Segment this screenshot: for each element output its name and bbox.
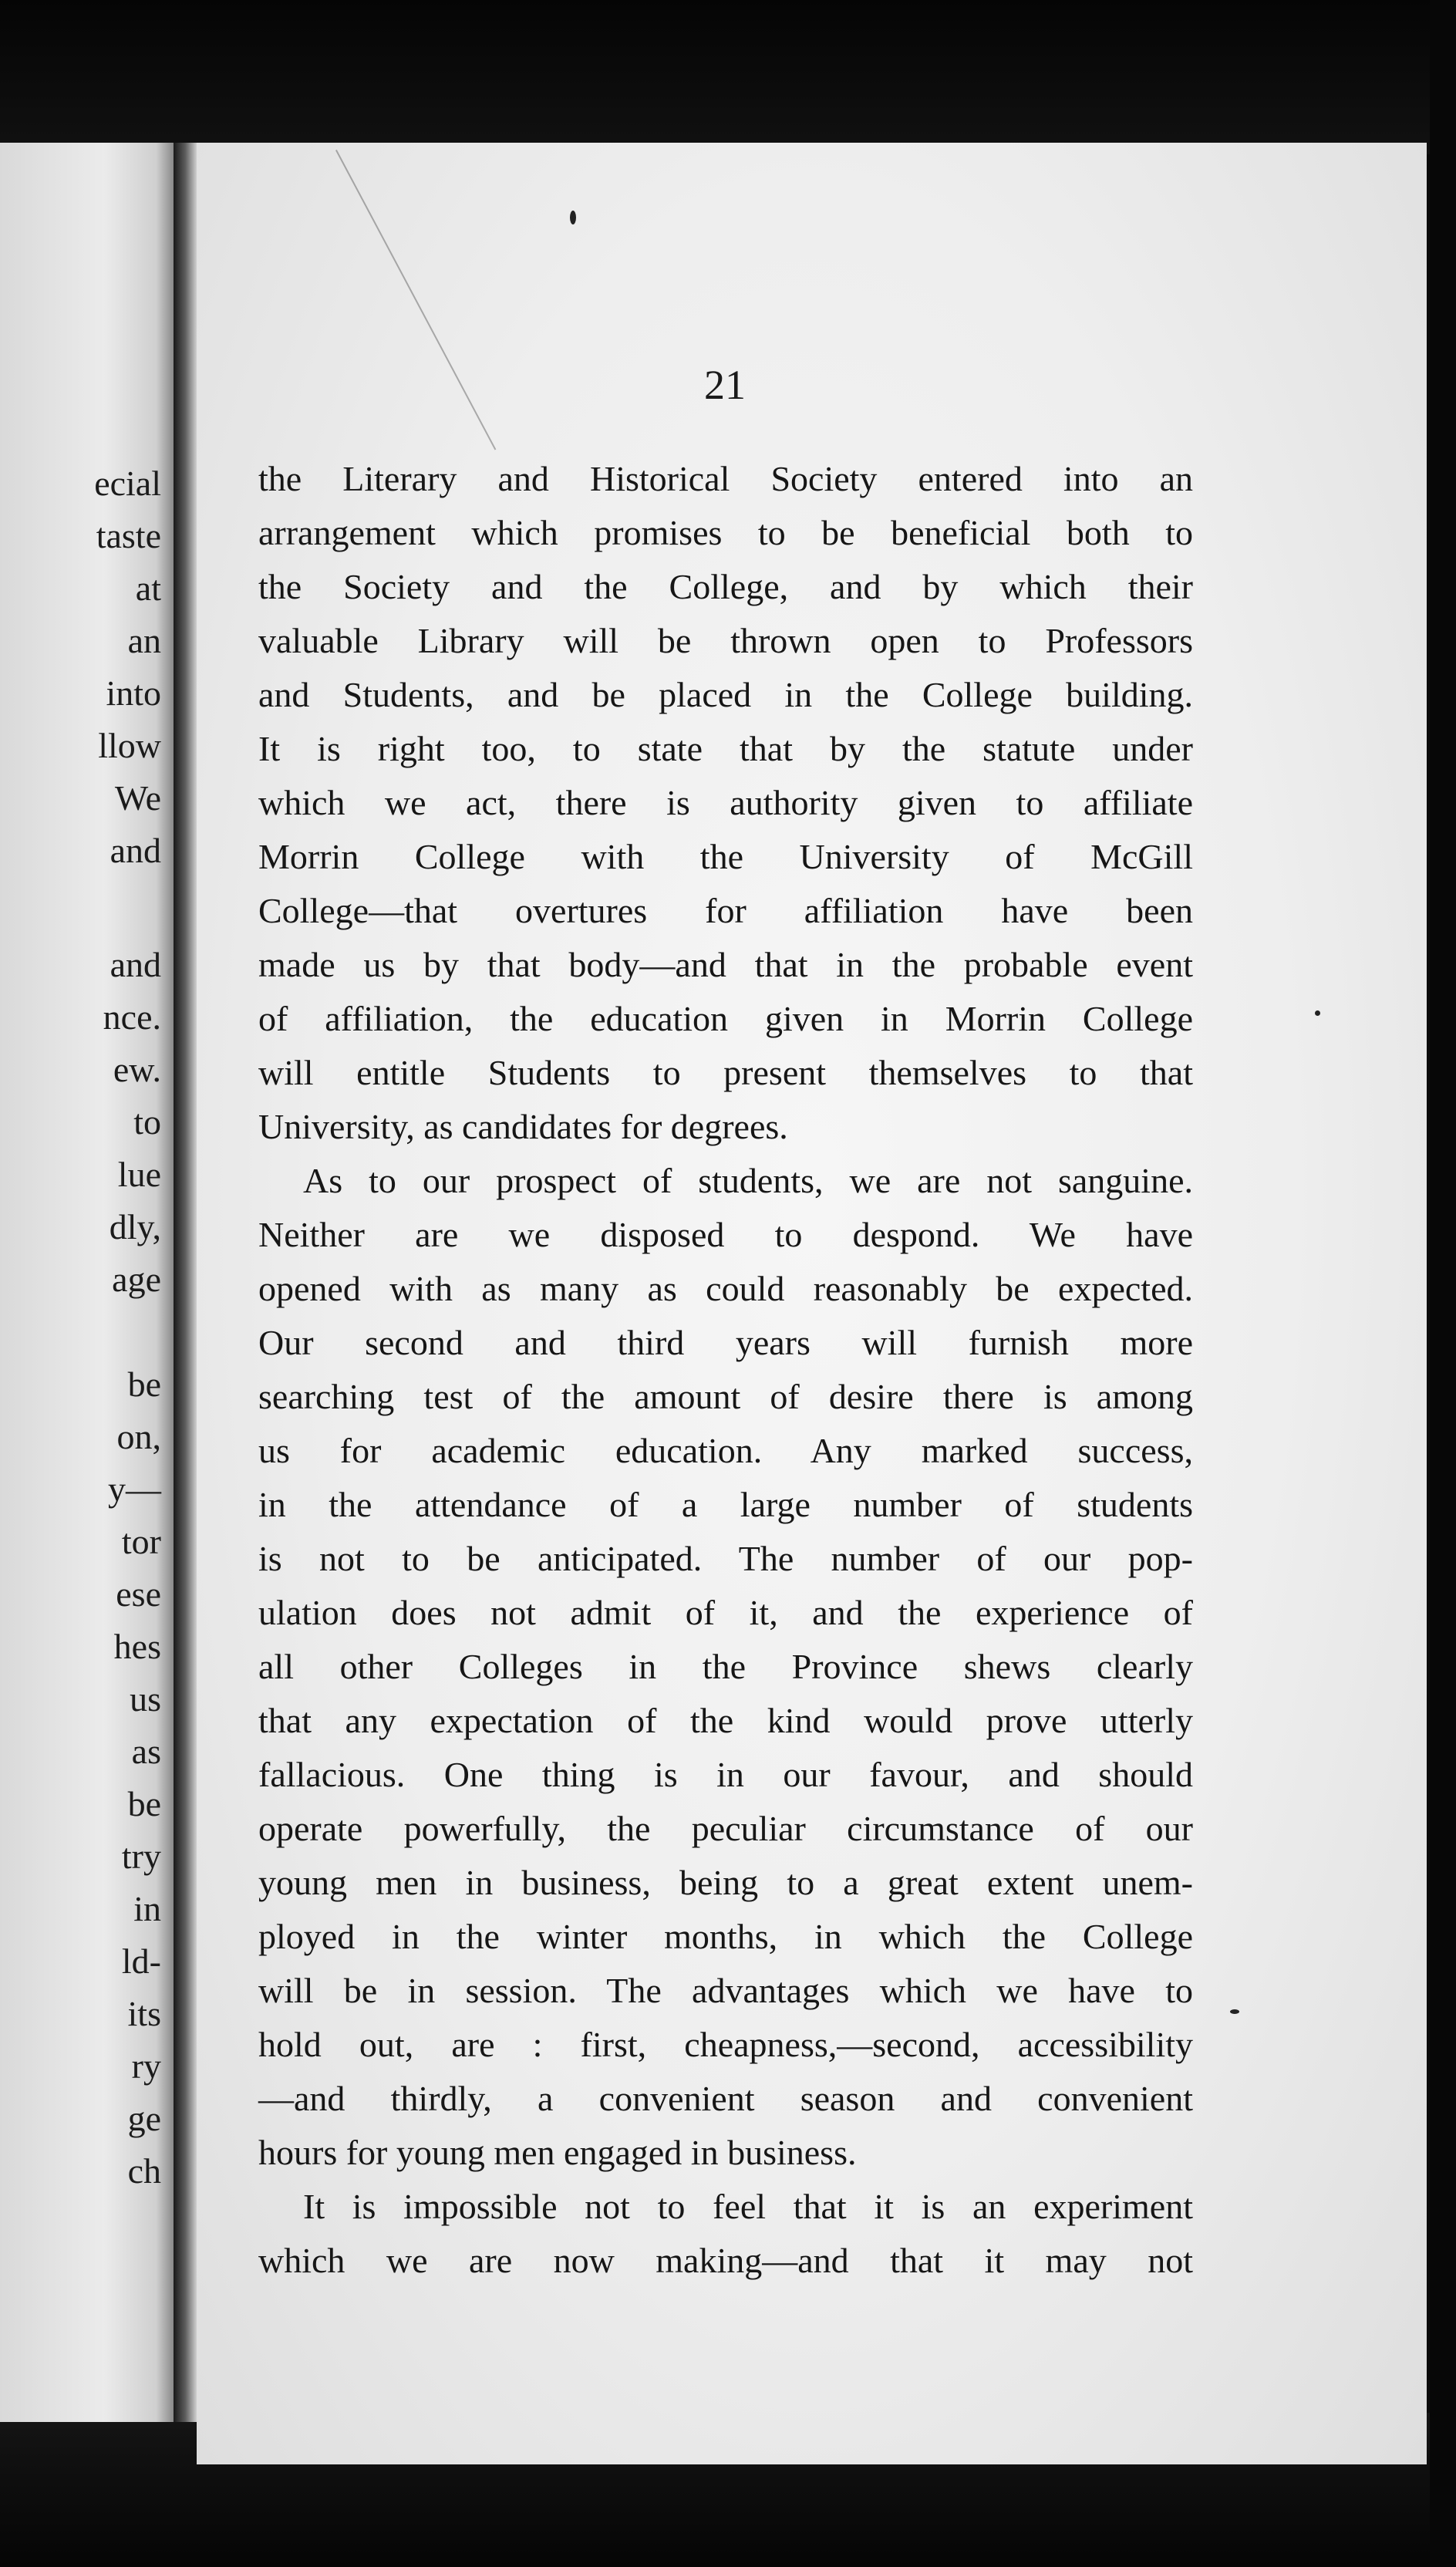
text-line: which we are now making—and that it may not — [258, 2241, 1193, 2280]
left-fragment-line: us — [130, 1679, 161, 1719]
text-line: —and thirdly, a convenient season and convenient — [258, 2079, 1193, 2118]
left-fragment-line: dly, — [109, 1207, 161, 1246]
text-line: of affiliation, the education given in Morrin College — [258, 999, 1193, 1038]
left-fragment-line: y— — [108, 1469, 161, 1509]
left-fragment-line: lue — [117, 1155, 161, 1194]
left-fragment-line: llow — [98, 726, 161, 765]
text-line: which we act, there is authority given to affiliate — [258, 783, 1193, 822]
ink-speck — [570, 211, 576, 224]
text-line: Neither are we disposed to despond. We have — [258, 1215, 1193, 1254]
left-fragment-line: tor — [121, 1522, 161, 1561]
page-body — [258, 452, 1193, 2288]
scan-scratch — [335, 150, 496, 450]
text-line: operate powerfully, the peculiar circumstance of our — [258, 1809, 1193, 1848]
left-fragment-line: and — [110, 831, 161, 870]
text-line: As to our prospect of students, we are not sanguine. — [303, 1161, 1193, 1200]
text-line: the Society and the College, and by which their — [258, 567, 1193, 606]
text-line: ployed in the winter months, in which the College — [258, 1917, 1193, 1956]
ink-speck — [1230, 2009, 1239, 2014]
left-fragment-line: an — [127, 621, 161, 660]
text-line: College—that overtures for affiliation have been — [258, 891, 1193, 930]
text-line: Our second and third years will furnish more — [258, 1323, 1193, 1362]
left-fragment-line: taste — [96, 516, 161, 555]
text-line: opened with as many as could reasonably be expected. — [258, 1269, 1193, 1308]
right-border — [1430, 0, 1456, 2567]
text-line: made us by that body—and that in the probable event — [258, 945, 1193, 984]
left-fragment-line: hes — [113, 1627, 161, 1666]
left-fragment-line: ry — [131, 2046, 161, 2086]
left-fragment-line: its — [127, 1994, 161, 2033]
left-fragment-line: be — [127, 1364, 161, 1404]
left-fragment-line: We — [114, 778, 161, 818]
left-fragment-line: be — [127, 1784, 161, 1823]
left-fragment-line: at — [135, 568, 161, 608]
left-fragment-line: into — [106, 673, 161, 713]
text-line: ulation does not admit of it, and the experience of — [258, 1593, 1193, 1632]
text-line: in the attendance of a large number of students — [258, 1485, 1193, 1524]
left-fragment-line: nce. — [103, 997, 161, 1037]
left-fragment-line: as — [131, 1732, 161, 1771]
left-fragment-line: ge — [127, 2099, 161, 2138]
left-fragment-line: ecial — [94, 464, 161, 503]
left-page-fragment — [0, 143, 174, 2422]
page-number: 21 — [704, 362, 746, 408]
text-line: that any expectation of the kind would prove utterly — [258, 1701, 1193, 1740]
text-line: fallacious. One thing is in our favour, and should — [258, 1755, 1193, 1794]
text-line: valuable Library will be thrown open to Professors — [258, 621, 1193, 660]
text-line: and Students, and be placed in the College building. — [258, 675, 1193, 714]
left-fragment-line: in — [133, 1889, 161, 1928]
text-line: searching test of the amount of desire there is among — [258, 1377, 1193, 1416]
left-fragment-line: ld- — [121, 1941, 161, 1981]
top-border — [0, 0, 1456, 154]
text-line: us for academic education. Any marked success, — [258, 1431, 1193, 1470]
left-fragment-line: age — [112, 1260, 161, 1299]
text-line: young men in business, being to a great extent unem- — [258, 1863, 1193, 1902]
text-line: will entitle Students to present themselves to that — [258, 1053, 1193, 1092]
book-gutter — [174, 143, 197, 2422]
text-line: Morrin College with the University of McGill — [258, 837, 1193, 876]
left-fragment-line: try — [121, 1837, 161, 1876]
text-line: is not to be anticipated. The number of our pop- — [258, 1539, 1193, 1578]
text-line: It is right too, to state that by the statute under — [258, 729, 1193, 768]
text-line: arrangement which promises to be beneficial both to — [258, 513, 1193, 552]
ink-speck — [1315, 1010, 1320, 1016]
text-line: the Literary and Historical Society entered into an — [258, 459, 1193, 498]
left-fragment-line: on, — [116, 1417, 161, 1456]
text-line: hold out, are : first, cheapness,—second, accessibility — [258, 2025, 1193, 2064]
left-fragment-line: ese — [116, 1574, 161, 1614]
text-line: It is impossible not to feel that it is an experiment — [303, 2187, 1193, 2226]
text-line: hours for young men engaged in business. — [258, 2133, 857, 2172]
left-fragment-line: and — [110, 945, 161, 984]
left-fragment-line: ch — [127, 2151, 161, 2191]
left-fragment-line: ew. — [113, 1050, 161, 1089]
text-line: University, as candidates for degrees. — [258, 1107, 788, 1146]
text-line: will be in session. The advantages which we have to — [258, 1971, 1193, 2010]
text-line: all other Colleges in the Province shews clearly — [258, 1647, 1193, 1686]
left-fragment-line: to — [133, 1102, 161, 1142]
